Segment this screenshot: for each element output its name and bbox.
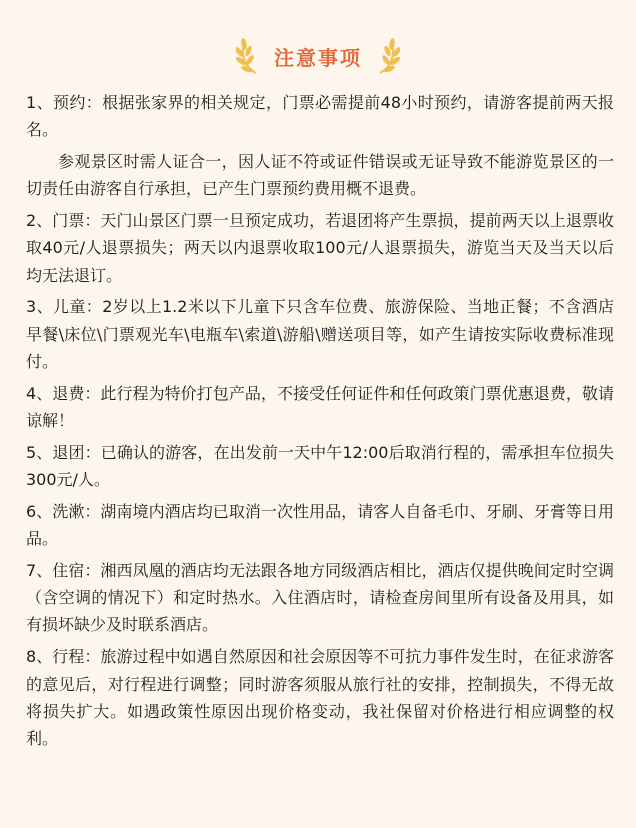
notice-item-booking: 1、预约：根据张家界的相关规定，门票必需提前48小时预约，请游客提前两天报名。 (26, 93, 614, 140)
notice-item-toiletries: 6、洗漱：湖南境内酒店均已取消一次性用品，请客人自备毛巾、牙刷、牙膏等日用品。 (26, 501, 614, 549)
notice-item-accommodation: 7、住宿：湘西凤凰的酒店均无法跟各地方同级酒店相比，酒店仅提供晚间定时空调（含空调的情况下）和定时热水。入住酒店时，请检查房间里所有设备及用具，如有损坏缺少及时联系酒店。 (26, 561, 614, 635)
notice-header (0, 34, 636, 78)
notice-item-tickets: 2、门票：天门山景区门票一旦预定成功，若退团将产生票损，提前两天以上退票收取40元/人退票损失；两天以内退票收取100元/人退票损失，游览当天及当天以后均无法退订。 (26, 211, 614, 285)
notice-item-children: 3、儿童：2岁以上1.2米以下儿童下只含车位费、旅游保险、当地正餐；不含酒店早餐\床位\门票观光车\电瓶车\索道\游船\赠送项目等，如产生请按实际收费标准现付。 (26, 297, 614, 371)
notice-item-itinerary: 8、行程：旅游过程中如遇自然原因和社会原因等不可抗力事件发生时，在征求游客的意见后，对行程进行调整；同时游客须服从旅行社的安排，控制损失，不得无故将损失扩大。如遇政策性原因出现价格变动，我社保留对价格进行相应调整的权利。 (26, 647, 614, 748)
notice-item-id-requirement: 参观景区时需人证合一，因人证不符或证件错误或无证导致不能游览景区的一切责任由游客自行承担，已产生门票预约费用概不退费。 (26, 152, 614, 199)
page-title: 注意事项 (274, 45, 362, 70)
notice-list (26, 89, 614, 757)
laurel-right-icon (374, 36, 400, 76)
notice-item-refund: 4、退费：此行程为特价打包产品，不接受任何证件和任何政策门票优惠退费，敬请谅解！ (26, 383, 614, 430)
laurel-left-icon (236, 36, 262, 76)
notice-item-cancellation: 5、退团：已确认的游客，在出发前一天中午12:00后取消行程的，需承担车位损失300元/人。 (26, 442, 614, 490)
